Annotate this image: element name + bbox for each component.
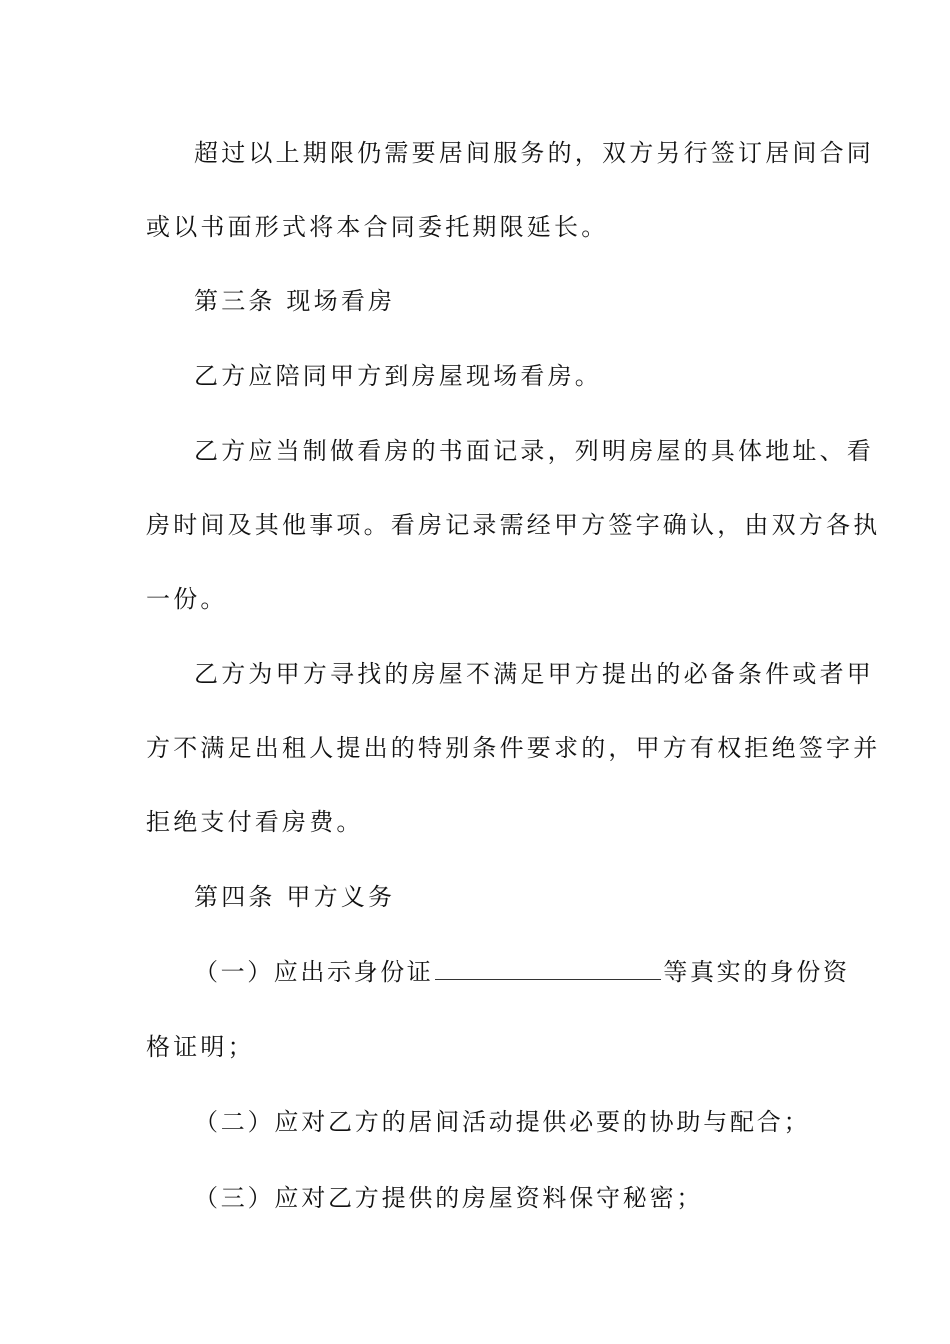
paragraph-text: 乙方应陪同甲方到房屋现场看房。 — [194, 362, 602, 390]
section-heading: 第四条 甲方义务 — [194, 883, 396, 911]
list-item-text: 格证明； — [146, 1033, 255, 1061]
paragraph-text: 方不满足出租人提出的特别条件要求的，甲方有权拒绝签字并 — [146, 734, 881, 762]
paragraph-text: 乙方为甲方寻找的房屋不满足甲方提出的必备条件或者甲 — [194, 660, 874, 688]
paragraph-text: 房时间及其他事项。看房记录需经甲方签字确认，由双方各执 — [146, 511, 881, 539]
paragraph-text: 乙方应当制做看房的书面记录，列明房屋的具体地址、看 — [194, 437, 874, 465]
list-item — [194, 956, 850, 988]
list-item: （三）应对乙方提供的房屋资料保守秘密； — [194, 1184, 704, 1212]
paragraph-text: 超过以上期限仍需要居间服务的，双方另行签订居间合同 — [194, 139, 874, 167]
paragraph-text: 或以书面形式将本合同委托期限延长。 — [146, 213, 609, 241]
list-item: （二）应对乙方的居间活动提供必要的协助与配合； — [194, 1108, 811, 1136]
list-item-text: 等真实的身份资 — [663, 958, 850, 986]
paragraph-text: 一份。 — [146, 585, 228, 613]
paragraph-text: 拒绝支付看房费。 — [146, 808, 364, 836]
section-heading: 第三条 现场看房 — [194, 287, 396, 315]
list-item-text: （一）应出示身份证 — [194, 958, 434, 986]
fill-in-blank[interactable] — [435, 957, 661, 980]
